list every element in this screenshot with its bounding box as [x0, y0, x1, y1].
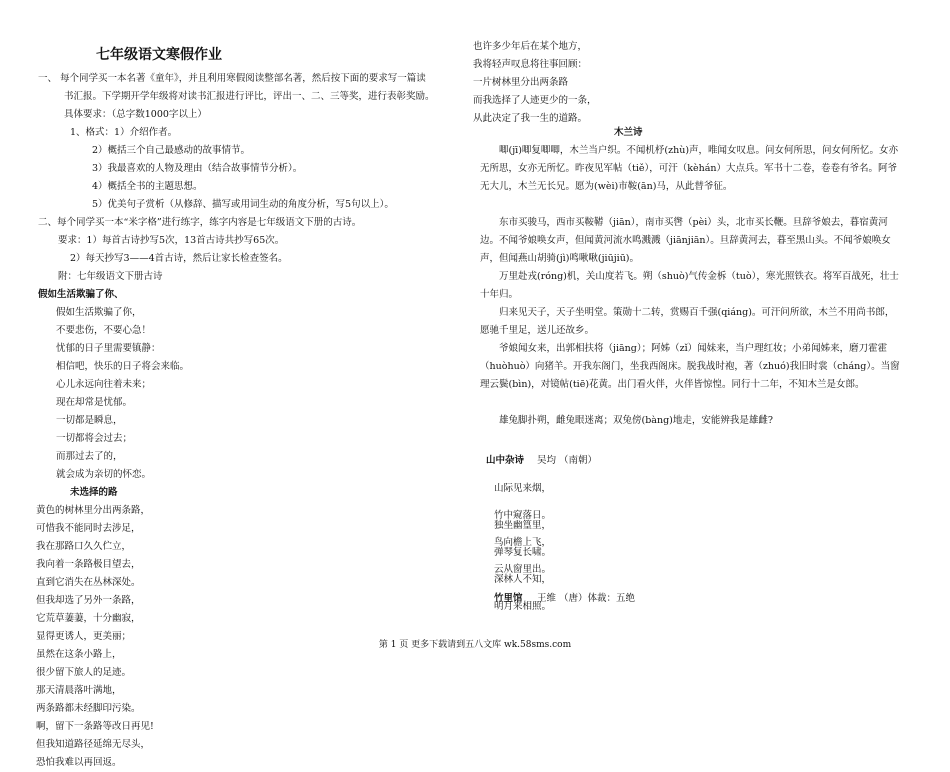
q1-item5: 5）优美句子赏析（从修辞、描写或用词生动的角度分析，写5句以上）。 — [92, 199, 394, 210]
zhuli-title: 竹里馆 — [494, 593, 523, 604]
poem-line: 现在却常是忧郁。 — [56, 397, 133, 408]
poem-line: 假如生活欺骗了你， — [56, 307, 142, 318]
q2-line2: 要求：1）每首古诗抄写5次，13首古诗共抄写65次。 — [58, 235, 285, 246]
poem-line: 一切都将会过去； — [56, 433, 133, 444]
poem-line: 可惜我不能同时去涉足， — [36, 523, 141, 534]
poem-line: 从此决定了我一生的道路。 — [473, 113, 588, 124]
document-title: 七年级语文寒假作业 — [96, 47, 222, 63]
page-footer: 第 1 页 更多下载请到五八文库 wk.58sms.com — [378, 640, 572, 650]
poem-line: 明月来相照。 — [494, 601, 552, 612]
poem-line: 我将轻声叹息将往事回顾： — [473, 59, 588, 70]
poem-line: 啊，留下一条路等改日再见! — [36, 721, 154, 732]
mulan-para-1: 唧(jī)唧复唧唧，木兰当户织。不闻机杼(zhù)声，唯闻女叹息。问女何所思，问女何所忆。女亦无所思，女亦无所忆。昨夜见军帖（tiě），可汗（kèhán）大点兵。军书十二卷，卷卷有爷名。阿爷无大儿，木兰无长兄。愿为(wèi)市鞍(ān)马，从此替爷征。 — [480, 145, 899, 192]
poem-line: 心儿永远向往着未来； — [56, 379, 152, 390]
mulan-para-2: 东市买骏马，西市买鞍鞯（jiān），南市买辔（pèi）头，北市买长鞭。旦辞爷娘去，暮宿黄河边。不闻爷娘唤女声，但闻黄河流水鸣溅溅（jiānjiān）。旦辞黄河去，暮至黑山头。不闻爷娘唤女声，但闻燕山胡骑(jì)鸣啾啾(jiūjiū)。 — [480, 217, 891, 264]
poem-line: 就会成为亲切的怀恋。 — [56, 469, 152, 480]
poem-line: 深林人不知， — [494, 574, 552, 585]
poem-line: 虽然在这条小路上， — [36, 649, 122, 660]
mulan-title: 木兰诗 — [614, 127, 643, 138]
zhuli-author: 王维 （唐）体裁：五绝 — [537, 593, 636, 604]
q1-item2: 2）概括三个自己最感动的故事情节。 — [92, 145, 251, 156]
poem-line: 恐怕我难以再回返。 — [36, 757, 122, 768]
poem-line: 而那过去了的， — [56, 451, 123, 462]
poem-line: 而我选择了人迹更少的一条， — [473, 95, 597, 106]
poem-line: 那天清晨落叶满地， — [36, 685, 122, 696]
q1-line3: 具体要求：（总字数1000字以上） — [64, 109, 207, 120]
q2-line3: 2）每天抄写3——4首古诗，然后让家长检查签名。 — [70, 253, 288, 264]
poem-line: 一切都是瞬息， — [56, 415, 123, 426]
mulan-para-6: 雄兔脚扑朔，雌兔眼迷离；双兔傍(bàng)地走，安能辨我是雄雌? — [499, 415, 773, 426]
poem-line: 弹琴复长啸。 — [494, 547, 552, 558]
mulan-para-3: 万里赴戎(róng)机，关山度若飞。朔（shuò)气传金柝（tuò），寒光照铁衣。将军百战死，壮士十年归。 — [480, 271, 899, 300]
poem1-title: 假如生活欺骗了你、 — [38, 289, 124, 300]
poem-line: 忧郁的日子里需要镇静： — [56, 343, 161, 354]
poem-line: 显得更诱人，更美丽； — [36, 631, 132, 642]
poem-line: 但我知道路径延绵无尽头， — [36, 739, 151, 750]
q1-item1: 1、格式：1）介绍作者。 — [70, 127, 178, 138]
poem-line: 不要悲伤，不要心急！ — [56, 325, 152, 336]
poem-line: 我在那路口久久伫立， — [36, 541, 132, 552]
q1-line2: 书汇报。下学期开学年级将对读书汇报进行评比，评出一、二、三等奖，进行表彰奖励。 — [64, 91, 435, 102]
mulan-para-5: 爷娘闻女来，出郭相扶将（jiāng）；阿姊（zǐ）闻妹来，当户理红妆；小弟闻姊来，磨刀霍霍（huòhuò）向猪羊。开我东阁门，坐我西阁床。脱我战时袍，著（zhuó)我旧时裳（cháng）。当窗理云鬓(bìn)，对镜帖(tiē)花黄。出门看火伴，火伴皆惊惶。同行十二年，不知木兰是女郎。 — [480, 343, 900, 390]
q2-line4: 附：七年级语文下册古诗 — [58, 271, 163, 282]
poem-line: 直到它消失在丛林深处。 — [36, 577, 141, 588]
q1-item3: 3）我最喜欢的人物及理由（结合故事情节分析）。 — [92, 163, 303, 174]
poem-line: 一片树林里分出两条路 — [473, 77, 569, 88]
shanzhong-author: 吴均 （南朝） — [537, 455, 598, 466]
poem-line: 两条路都未经脚印污染。 — [36, 703, 141, 714]
poem-line: 鸟向檐上飞， — [494, 537, 552, 548]
poem-line: 很少留下旅人的足迹。 — [36, 667, 132, 678]
poem-line: 但我却选了另外一条路， — [36, 595, 141, 606]
poem-line: 我向着一条路极目望去， — [36, 559, 141, 570]
poem-line: 也许多少年后在某个地方， — [473, 41, 588, 52]
poem-line: 它荒草萋萋，十分幽寂， — [36, 613, 141, 624]
poem-line: 相信吧，快乐的日子将会来临。 — [56, 361, 190, 372]
shanzhong-title: 山中杂诗 — [486, 455, 525, 466]
poem2-title: 未选择的路 — [70, 487, 118, 498]
q1-item4: 4）概括全书的主题思想。 — [92, 181, 203, 192]
poem-line: 黄色的树林里分出两条路， — [36, 505, 151, 516]
q2-line1: 二、每个同学买一本“米字格”进行练字，练字内容是七年级语文下册的古诗。 — [38, 217, 362, 228]
q1-line1: 一、 每个同学买一本名著《童年》，并且利用寒假阅读整部名著，然后按下面的要求写一篇读 — [38, 73, 426, 84]
poem-line: 独坐幽篁里， — [494, 520, 552, 531]
poem-line: 竹中窥落日。 — [494, 510, 552, 521]
poem-line: 云从窗里出。 — [494, 564, 552, 575]
mulan-para-4: 归来见天子，天子坐明堂。策勋十二转，赏赐百千强(qiáng)。可汗问所欲，木兰不用尚书郎，愿驰千里足，送儿还故乡。 — [480, 307, 895, 336]
poem-line: 山际见来烟， — [494, 483, 552, 494]
